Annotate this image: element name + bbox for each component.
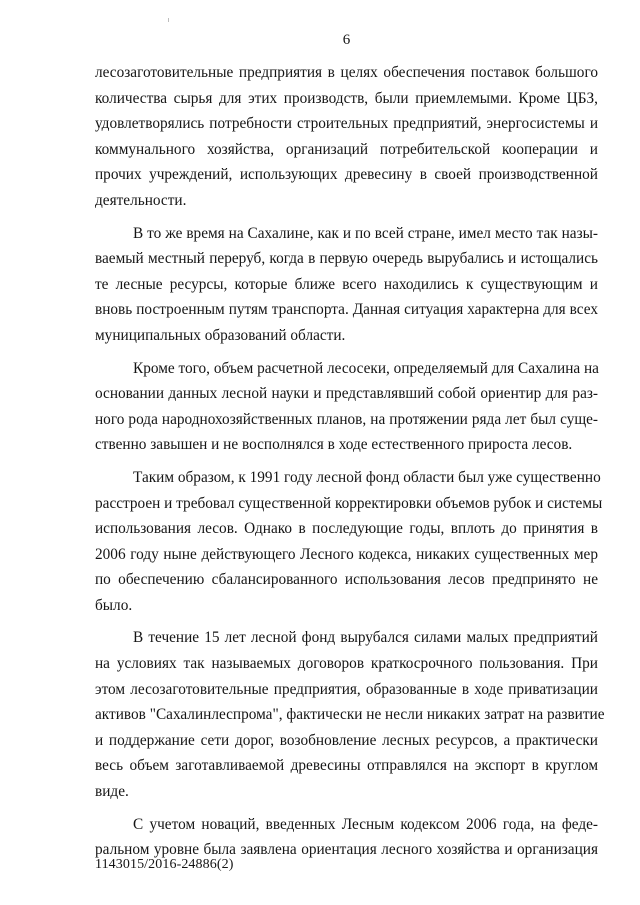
- text-line: муниципальных образований области.: [95, 326, 346, 344]
- text-line: и поддержание сети дорог, возобновление лесных ресурсов, а практически: [95, 731, 598, 749]
- text-line: весь объем заготавливаемой древесины отправлялся на экспорт в круглом: [95, 757, 598, 775]
- text-line: активов "Сахалинлеспрома", фактически не несли никаких затрат на развитие: [95, 706, 605, 724]
- paragraph-2: [95, 221, 598, 349]
- document-code: 1143015/2016-24886(2): [95, 857, 234, 872]
- page-number: 6: [342, 32, 351, 48]
- text-line: количества сырья для этих производств, были приемлемыми. Кроме ЦБЗ,: [95, 89, 598, 107]
- text-line: Кроме того, объем расчетной лесосеки, определяемый для Сахалина на: [133, 359, 599, 377]
- text-line: В то же время на Сахалине, как и по всей стране, имел место так назы-: [133, 224, 598, 242]
- text-line: Таким образом, к 1991 году лесной фонд области был уже существенно: [133, 468, 601, 486]
- text-line: ваемый местный переруб, когда в первую очередь вырубались и истощались: [95, 250, 598, 268]
- scan-artifact: [168, 18, 169, 22]
- paragraph-1: [95, 60, 598, 214]
- text-line: В течение 15 лет лесной фонд вырубался силами малых предприятий: [133, 629, 598, 647]
- text-line: ственно завышен и не восполнялся в ходе естественного прироста лесов.: [95, 436, 573, 454]
- paragraph-6: [95, 812, 598, 863]
- text-line: ральном уровне была заявлена ориентация лесного хозяйства и организация: [95, 841, 598, 859]
- text-line: основании данных лесной науки и представлявший собой ориентир для раз-: [95, 385, 598, 403]
- text-line: этом лесозаготовительные предприятия, образованные в ходе приватизации: [95, 680, 598, 698]
- paragraph-3: [95, 356, 598, 458]
- text-line: деятельности.: [95, 191, 187, 209]
- text-line: ного рода народнохозяйственных планов, на протяжении ряда лет был суще-: [95, 410, 598, 428]
- paragraph-4: [95, 465, 603, 619]
- text-line: те лесные ресурсы, которые ближе всего находились к существующим и: [95, 275, 598, 293]
- text-line: коммунального хозяйства, организаций потребительской кооперации и: [95, 140, 598, 158]
- text-line: было.: [95, 596, 133, 614]
- text-line: 2006 году ныне действующего Лесного кодекса, никаких существенных мер: [95, 545, 598, 563]
- text-line: виде.: [95, 783, 129, 801]
- text-line: использования лесов. Однако в последующие годы, вплоть до принятия в: [95, 520, 598, 538]
- text-line: на условиях так называемых договоров краткосрочного пользования. При: [95, 655, 598, 673]
- text-line: удовлетворялись потребности строительных предприятий, энергосистемы и: [95, 115, 598, 133]
- text-line: лесозаготовительные предприятия в целях обеспечения поставок большого: [95, 64, 598, 81]
- text-line: расстроен и требовал существенной корректировки объемов рубок и системы: [95, 494, 603, 512]
- text-line: по обеспечению сбалансированного использования лесов предпринято не: [95, 571, 598, 589]
- text-line: С учетом новаций, введенных Лесным кодексом 2006 года, на феде-: [133, 815, 598, 833]
- paragraph-5: [95, 625, 605, 804]
- text-line: вновь построенным путям транспорта. Данная ситуация характерна для всех: [95, 301, 598, 319]
- document-body: [95, 60, 605, 870]
- text-line: прочих учреждений, использующих древесину в своей производственной: [95, 166, 598, 184]
